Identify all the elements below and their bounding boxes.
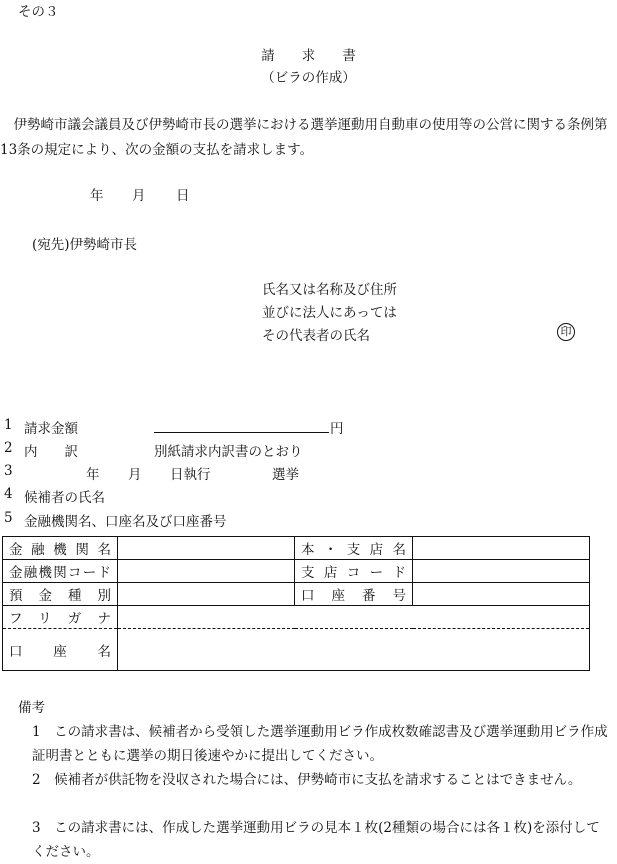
intro-paragraph: 伊勢崎市議会議員及び伊勢崎市長の選挙における選挙運動用自動車の使用等の公営に関する条例第13条の規定により、次の金額の支払を請求します。 [0, 117, 608, 158]
account-type-field[interactable] [118, 583, 295, 606]
bank-account-table [2, 536, 590, 671]
table-row [3, 537, 590, 560]
table-row [3, 560, 590, 583]
item-3-year: 年 [86, 467, 100, 483]
account-number-label: 口座番号 [295, 583, 413, 606]
date-day: 日 [176, 188, 190, 204]
document-subtitle: （ビラの作成） [261, 70, 356, 86]
item-2-label: 内 訳 [24, 444, 78, 460]
item-2-number: 2 [4, 440, 13, 456]
bank-name-field[interactable] [118, 537, 295, 560]
seal-icon: 印 [557, 323, 575, 341]
date-year: 年 [90, 188, 104, 204]
account-number-field[interactable] [413, 583, 590, 606]
branch-name-label: 本・支店名 [295, 537, 413, 560]
table-row [3, 629, 590, 671]
table-row [3, 583, 590, 606]
item-3-election: 選挙 [272, 467, 299, 483]
furigana-label: フリガナ [3, 606, 118, 629]
addressee: (宛先)伊勢崎市長 [32, 237, 138, 253]
item-3-day-exec: 日執行 [170, 467, 211, 483]
item-1-number: 1 [4, 417, 13, 433]
document-title: 請 求 書 [261, 48, 356, 64]
furigana-field[interactable] [118, 606, 590, 629]
branch-code-field[interactable] [413, 560, 590, 583]
item-1-yen: 円 [330, 421, 344, 437]
account-name-label: 口座名 [3, 629, 118, 671]
note-2: 2 候補者が供託物を没収された場合には、伊勢崎市に支払を請求することはできません。 [32, 772, 582, 788]
signer-line-1: 氏名又は名称及び住所 [262, 282, 397, 298]
item-2-value: 別紙請求内訳書のとおり [154, 444, 303, 460]
account-name-field[interactable] [118, 629, 590, 671]
date-month: 月 [132, 188, 146, 204]
table-row [3, 606, 590, 629]
bank-code-label: 金融機関コード [3, 560, 118, 583]
signer-line-2: 並びに法人にあっては [262, 305, 397, 321]
account-type-label: 預金種別 [3, 583, 118, 606]
item-4-label: 候補者の氏名 [24, 490, 105, 506]
item-4-number: 4 [4, 486, 13, 502]
branch-name-field[interactable] [413, 537, 590, 560]
item-5-label: 金融機関名、口座名及び口座番号 [24, 514, 227, 530]
bank-code-field[interactable] [118, 560, 295, 583]
item-5-number: 5 [4, 510, 13, 526]
note-3: 3 この請求書には、作成した選挙運動用ビラの見本１枚(2種類の場合には各１枚)を添付してください。 [32, 820, 600, 860]
signer-line-3: その代表者の氏名 [262, 328, 370, 344]
form-number: その３ [18, 4, 59, 20]
item-3-month: 月 [128, 467, 142, 483]
notes-heading: 備考 [18, 700, 45, 716]
branch-code-label: 支店コード [295, 560, 413, 583]
item-1-label: 請求金額 [24, 421, 78, 437]
note-1: 1 この請求書は、候補者から受領した選挙運動用ビラ作成枚数確認書及び選挙運動用ビラ作成証明書とともに選挙の期日後速やかに提出してください。 [32, 724, 608, 764]
claim-amount-blank[interactable] [154, 432, 329, 433]
seal-mark [557, 323, 575, 341]
bank-name-label: 金融機関名 [3, 537, 118, 560]
item-3-number: 3 [4, 463, 13, 479]
